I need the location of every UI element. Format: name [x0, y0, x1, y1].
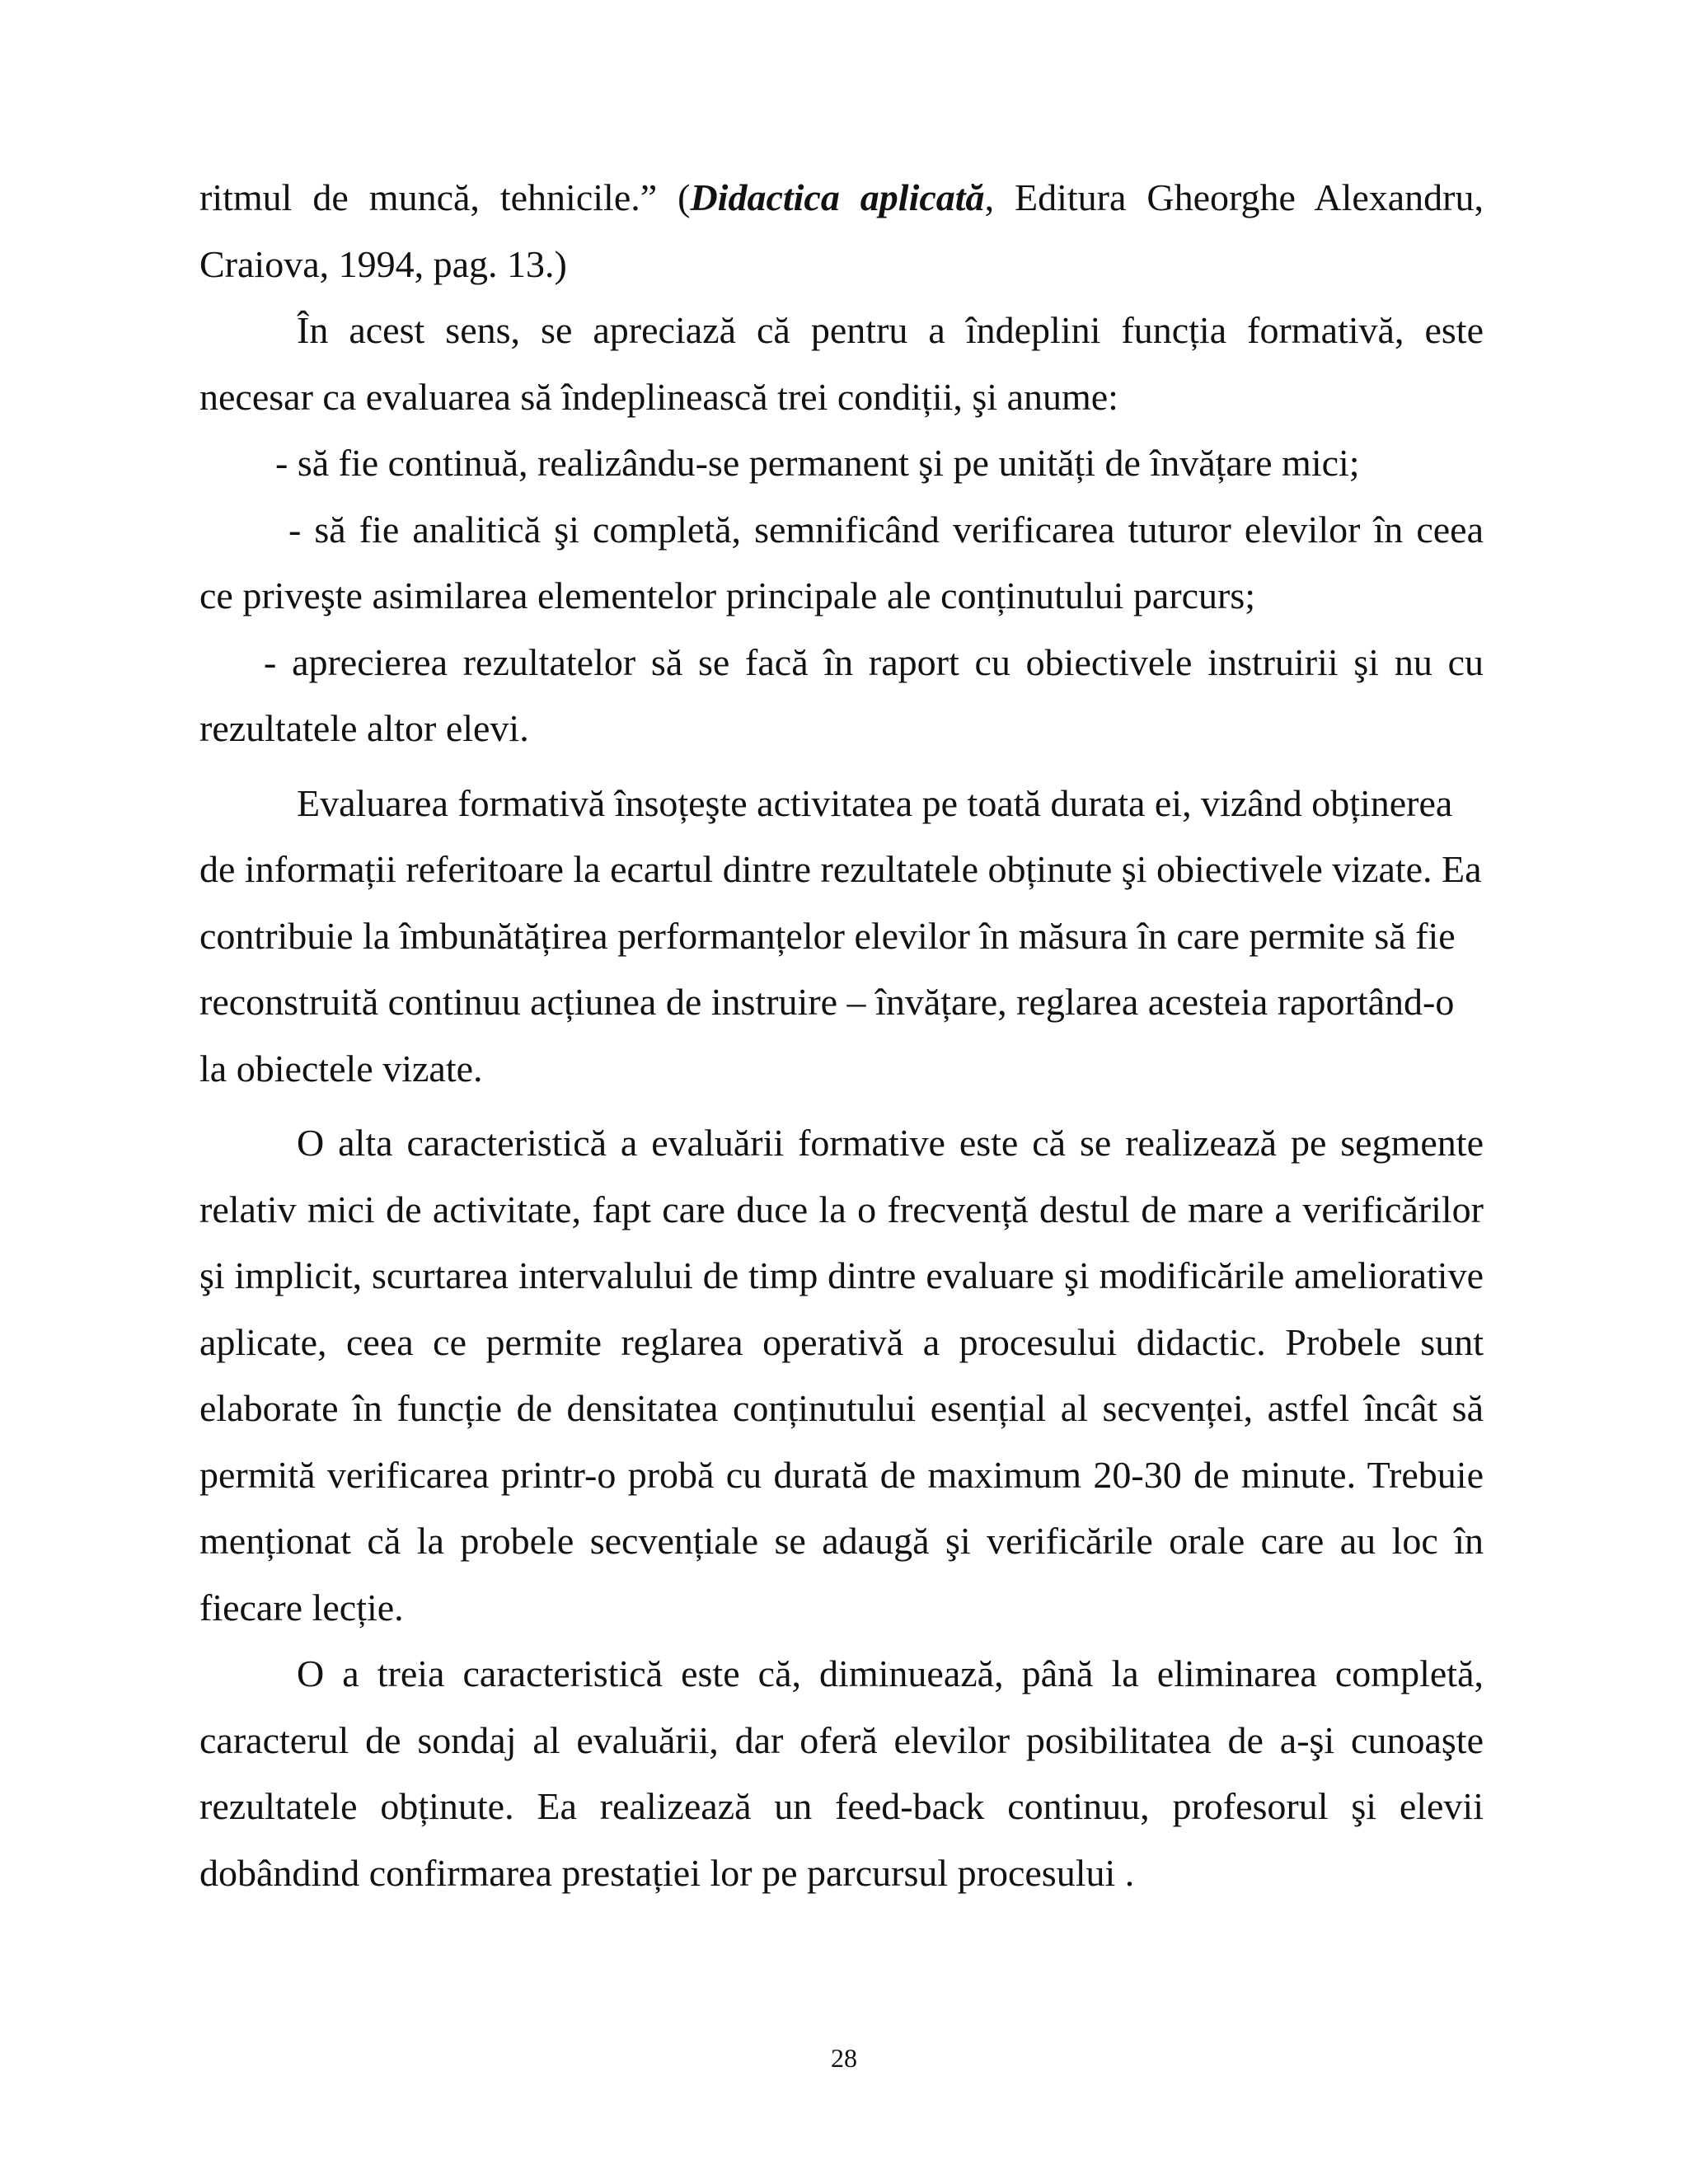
- paragraph-second-characteristic: O alta caracteristică a evaluării formative este că se realizează pe segmente relativ mici de activitate, fapt care duce la o frecvență destul de mare a verificărilor şi implicit, scurtarea intervalului de timp dintre evaluare şi modificările ameliorative aplicate, ceea ce permite reglarea operativă a procesului didactic. Probele sunt elaborate în funcție de densitatea conținutului esențial al secvenței, astfel încât să permită verificarea printr-o probă cu durată de maximum 20-30 de minute. Trebuie menționat că la probele secvențiale se adaugă şi verificările orale care au loc în fiecare lecție.: [199, 1122, 1484, 1629]
- list-item: - să fie analitică şi completă, semnificând verificarea tuturor elevilor în ceea ce priveşte asimilarea elementelor principale ale conținutului parcurs;: [199, 508, 1484, 616]
- paragraph-formative-evaluation: Evaluarea formativă însoțeşte activitatea pe toată durata ei, vizând obținerea de informații referitoare la ecartul dintre rezultatele obținute şi obiectivele vizate. Ea contribuie la îmbunătățirea performanțelor elevilor în măsura în care permite să fie reconstruită continuu acțiunea de instruire – învățare, reglarea acesteia raportând-o la obiectele vizate.: [199, 781, 1482, 1090]
- paragraph-conditions-intro: În acest sens, se apreciază că pentru a îndeplini funcția formativă, este necesar ca evaluarea să îndeplinească trei condiții, şi anume:: [199, 309, 1484, 418]
- book-title: Didactica aplicată: [690, 176, 985, 218]
- page-number: 28: [831, 2043, 857, 2073]
- list-item: - aprecierea rezultatelor să se facă în raport cu obiectivele instruirii şi nu cu rezultatele altor elevi.: [199, 640, 1484, 749]
- citation-text-after: , Editura Gheorghe Alexandru, Craiova, 1994, pag. 13.): [199, 176, 1484, 285]
- body-text: [199, 165, 1484, 1906]
- paragraph-third-characteristic: O a treia caracteristică este că, diminuează, până la eliminarea completă, caracterul de sondaj al evaluării, dar oferă elevilor posibilitatea de a-şi cunoaşte rezultatele obținute. Ea realizează un feed-back continuu, profesorul şi elevii dobândind confirmarea prestației lor pe parcursul procesului .: [199, 1652, 1484, 1894]
- list-item: - să fie continuă, realizându-se permanent şi pe unități de învățare mici;: [275, 442, 1360, 484]
- citation-text-before: ritmul de muncă, tehnicile.” (: [199, 176, 691, 218]
- paragraph-citation-end: [199, 165, 1484, 298]
